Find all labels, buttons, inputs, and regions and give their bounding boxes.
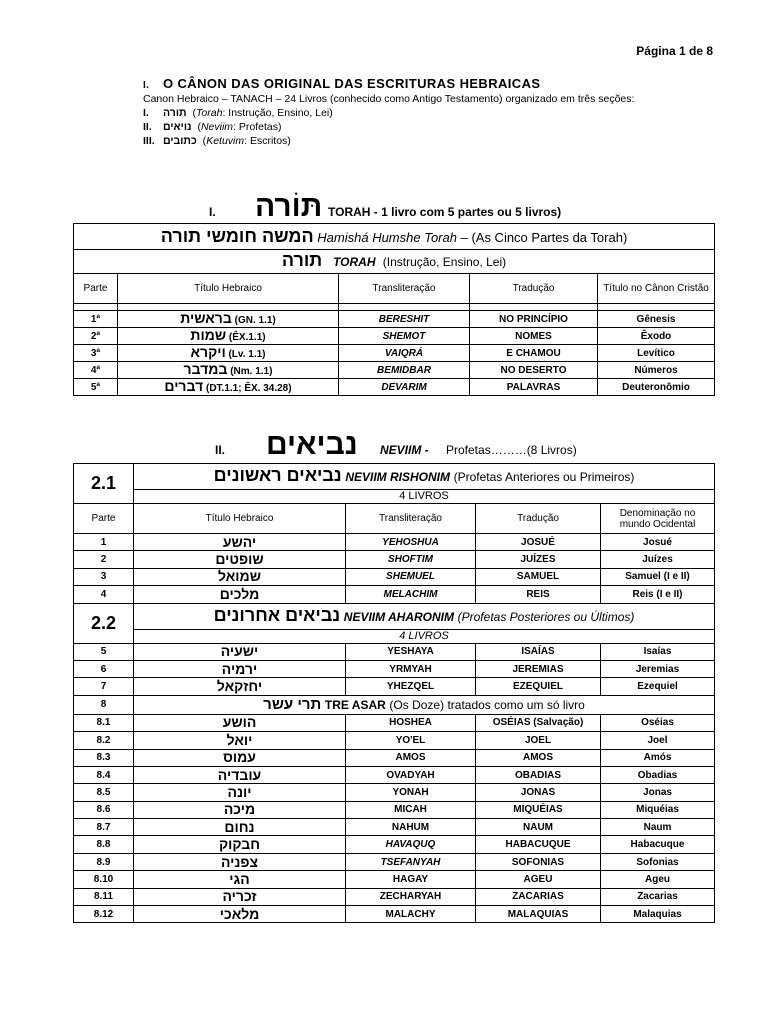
western-name-cell: Amós [601, 749, 715, 766]
part-cell: 8 [74, 695, 134, 714]
table-row [74, 784, 715, 801]
torah-heading [0, 192, 768, 226]
neviim-heading-hebrew: נביאים [266, 428, 358, 461]
part-cell: 1 [74, 534, 134, 551]
neviim-table [73, 463, 715, 923]
hebrew-title-cell: עמוס [134, 749, 346, 766]
intro-title [143, 76, 703, 91]
torah-table [73, 223, 715, 396]
canon-title-cell: Números [598, 362, 715, 379]
part-cell: 8.8 [74, 836, 134, 853]
section-2-2-title-translation: (Profetas Posteriores ou Últimos) [457, 609, 635, 624]
section-2-1-number: 2.1 [74, 464, 134, 504]
transliteration-cell: BEMIDBAR [339, 362, 470, 379]
translation-cell: JOEL [476, 732, 601, 749]
part-cell: 8.4 [74, 766, 134, 783]
hebrew-title: בראשית [180, 310, 232, 326]
intro-item-numeral: III. [143, 135, 155, 147]
table-row [74, 534, 715, 551]
hebrew-title-cell: הושע [134, 714, 346, 731]
part-cell: 2ª [74, 328, 118, 345]
intro-section-item: III. כתובים (Ketuvim: Escritos) [143, 135, 291, 147]
neviim-column-headers [74, 504, 715, 534]
hebrew-title-cell: הגי [134, 871, 346, 888]
tre-asar-os-doze: (Os Doze [389, 697, 441, 712]
table-row [74, 586, 715, 603]
part-cell: 3 [74, 568, 134, 585]
torah-title-hebrew: המשה חומשי תורה [160, 225, 314, 246]
column-header: Parte [74, 504, 134, 534]
intro-section-item: II. נויאים (Neviim: Profetas) [143, 121, 282, 133]
part-cell: 8.2 [74, 732, 134, 749]
torah-subtitle-hebrew: תורה [281, 250, 323, 270]
column-header: Título Hebraico [134, 504, 346, 534]
western-name-cell: Reis (I e II) [601, 586, 715, 603]
hebrew-title: דברים [164, 378, 204, 394]
table-row [74, 379, 715, 396]
part-cell: 5 [74, 643, 134, 660]
western-name-cell: Samuel (I e II) [601, 568, 715, 585]
table-row [74, 643, 715, 660]
column-header: Título no Cânon Cristão [598, 274, 715, 304]
western-name-cell: Jonas [601, 784, 715, 801]
neviim-heading-text: Profetas………(8 Livros) [446, 443, 577, 457]
translation-cell: EZEQUIEL [476, 678, 601, 695]
section-2-2-title-translit: NEVIIM AHARONIM [343, 609, 455, 624]
canon-title-cell: Êxodo [598, 328, 715, 345]
torah-title-translit: Hamishá Humshe Torah [317, 229, 457, 245]
section-2-2-title-hebrew: נביאים אחרונים [213, 604, 341, 625]
section-2-2-title [134, 603, 715, 629]
transliteration-cell: HAVAQUQ [346, 836, 476, 853]
torah-heading-number: I. [209, 205, 216, 219]
hebrew-title-cell: מיכה [134, 801, 346, 818]
torah-title-row [74, 224, 715, 250]
torah-subtitle-translation: (Instrução, Ensino, Lei) [382, 255, 507, 269]
intro-item-numeral: I. [143, 107, 149, 119]
torah-title-translation: – (As Cinco Partes da Torah) [456, 229, 628, 245]
table-row [74, 871, 715, 888]
hebrew-title-cell: שופטים [134, 551, 346, 568]
section-2-1-count-row [74, 490, 715, 504]
translation-cell: MIQUÉIAS [476, 801, 601, 818]
part-cell: 8.7 [74, 819, 134, 836]
table-row [74, 749, 715, 766]
hebrew-title: במדבר [183, 361, 228, 377]
transliteration-cell: DEVARIM [339, 379, 470, 396]
hebrew-title-cell [118, 345, 339, 362]
translation-cell: SAMUEL [476, 568, 601, 585]
torah-column-headers [74, 274, 715, 304]
intro-item-term: Torah [195, 107, 223, 119]
transliteration-cell: TSEFANYAH [346, 853, 476, 870]
intro-title-text: O CÂNON DAS ORIGINAL DAS ESCRITURAS HEBRAICAS [163, 76, 541, 91]
transliteration-cell: YEHOSHUA [346, 534, 476, 551]
intro-item-term: Neviim [200, 121, 234, 133]
hebrew-title-cell: יונה [134, 784, 346, 801]
table-row [74, 362, 715, 379]
translation-cell: JEREMIAS [476, 660, 601, 677]
western-name-cell: Ageu [601, 871, 715, 888]
canon-title-cell: Levítico [598, 345, 715, 362]
part-cell: 8.6 [74, 801, 134, 818]
part-cell: 6 [74, 660, 134, 677]
tre-asar-title [134, 695, 715, 714]
table-row [74, 888, 715, 905]
hebrew-title-cell [118, 311, 339, 328]
part-cell: 7 [74, 678, 134, 695]
table-row [74, 732, 715, 749]
hebrew-title-cell: ישעיה [134, 643, 346, 660]
neviim-rows [74, 464, 715, 923]
transliteration-cell: AMOS [346, 749, 476, 766]
hebrew-title: שמות [190, 327, 227, 343]
transliteration-cell: HAGAY [346, 871, 476, 888]
hebrew-title-cell: יחזקאל [134, 678, 346, 695]
hebrew-title-cell: מלכים [134, 586, 346, 603]
intro-item-description: : Profetas) [233, 121, 282, 133]
translation-cell: ZACARIAS [476, 888, 601, 905]
part-cell: 2 [74, 551, 134, 568]
hebrew-title-cell: שמואל [134, 568, 346, 585]
intro-item-term: Ketuvim [206, 135, 245, 147]
hebrew-title-cell: יהשע [134, 534, 346, 551]
part-cell: 8.11 [74, 888, 134, 905]
part-cell: 3ª [74, 345, 118, 362]
transliteration-cell: MICAH [346, 801, 476, 818]
western-name-cell: Joel [601, 732, 715, 749]
tre-asar-row [74, 695, 715, 714]
section-2-1-title [134, 464, 715, 490]
torah-rows [74, 311, 715, 396]
verse-reference: (GN. 1.1) [234, 314, 276, 326]
transliteration-cell: SHEMOT [339, 328, 470, 345]
torah-subtitle-row [74, 250, 715, 274]
western-name-cell: Ezequiel [601, 678, 715, 695]
section-2-1-title-translit: NEVIIM RISHONIM [345, 470, 450, 484]
verse-reference: (DT.1.1; ÊX. 34.28) [205, 382, 292, 394]
section-2-2-header-row [74, 603, 715, 629]
transliteration-cell: YO'EL [346, 732, 476, 749]
intro-item-hebrew: כתובים [163, 135, 197, 147]
part-cell: 8.1 [74, 714, 134, 731]
hebrew-title-cell: זכריה [134, 888, 346, 905]
translation-cell: SOFONIAS [476, 853, 601, 870]
part-cell: 5ª [74, 379, 118, 396]
table-row [74, 568, 715, 585]
transliteration-cell: MALACHY [346, 906, 476, 923]
transliteration-cell: MELACHIM [346, 586, 476, 603]
intro-item-description: : Escritos) [244, 135, 291, 147]
page-number: Página 1 de 8 [636, 44, 713, 58]
translation-cell: AMOS [476, 749, 601, 766]
verse-reference: (Nm. 1.1) [230, 365, 273, 377]
table-row [74, 906, 715, 923]
hebrew-title-cell [118, 379, 339, 396]
table-row [74, 678, 715, 695]
verse-reference: (Lv. 1.1) [228, 348, 266, 360]
western-name-cell: Jeremias [601, 660, 715, 677]
tre-asar-translit: TRE ASAR [324, 697, 386, 712]
table-row [74, 311, 715, 328]
western-name-cell: Malaquias [601, 906, 715, 923]
canon-title-cell: Deuteronômio [598, 379, 715, 396]
western-name-cell: Zacarias [601, 888, 715, 905]
translation-cell: OSÉIAS (Salvação) [476, 714, 601, 731]
neviim-heading-term: NEVIIM - [380, 443, 429, 457]
western-name-cell: Obadias [601, 766, 715, 783]
canon-title-cell: Gênesis [598, 311, 715, 328]
hebrew-title: ויקרא [190, 344, 226, 360]
transliteration-cell: SHOFTIM [346, 551, 476, 568]
hebrew-title-cell: עובדיה [134, 766, 346, 783]
translation-cell: NO PRINCÍPIO [470, 311, 598, 328]
western-name-cell: Miquéias [601, 801, 715, 818]
western-name-cell: Naum [601, 819, 715, 836]
translation-cell: JUÍZES [476, 551, 601, 568]
western-name-cell: Oséias [601, 714, 715, 731]
column-header: Denominação no mundo Ocidental [601, 504, 715, 534]
torah-heading-text: TORAH - 1 livro com 5 partes ou 5 livros) [328, 205, 562, 219]
section-2-2-book-count: 4 LIVROS [134, 629, 715, 643]
part-cell: 8.5 [74, 784, 134, 801]
hebrew-title-cell: מלאכי [134, 906, 346, 923]
table-row [74, 801, 715, 818]
hebrew-title-cell: חבקוק [134, 836, 346, 853]
section-2-2-number: 2.2 [74, 603, 134, 643]
transliteration-cell: BERESHIT [339, 311, 470, 328]
translation-cell: HABACUQUE [476, 836, 601, 853]
intro-item-hebrew: נויאים [163, 121, 192, 133]
table-row [74, 766, 715, 783]
column-header: Título Hebraico [118, 274, 339, 304]
intro-description: Canon Hebraico – TANACH – 24 Livros (conhecido como Antigo Testamento) organizado em três seções: [143, 93, 635, 105]
section-2-1-book-count: 4 LIVROS [134, 490, 715, 504]
torah-subtitle-translit: TORAH [333, 255, 376, 269]
hebrew-title-cell [118, 362, 339, 379]
transliteration-cell: YESHAYA [346, 643, 476, 660]
neviim-heading-number: II. [215, 443, 226, 457]
hebrew-title-cell: ירמיה [134, 660, 346, 677]
section-2-1-title-hebrew: נביאים ראשונים [213, 465, 342, 485]
hebrew-title-cell: צפניה [134, 853, 346, 870]
transliteration-cell: SHEMUEL [346, 568, 476, 585]
table-row [74, 551, 715, 568]
neviim-heading [0, 430, 768, 464]
western-name-cell: Sofonias [601, 853, 715, 870]
translation-cell: ISAÍAS [476, 643, 601, 660]
intro-section-item: I. תורה (Torah: Instrução, Ensino, Lei) [143, 107, 333, 119]
transliteration-cell: HOSHEA [346, 714, 476, 731]
column-header: Transliteração [346, 504, 476, 534]
part-cell: 1ª [74, 311, 118, 328]
part-cell: 8.3 [74, 749, 134, 766]
section-2-1-title-translation: (Profetas Anteriores ou Primeiros) [453, 470, 635, 484]
part-cell: 8.10 [74, 871, 134, 888]
transliteration-cell: ZECHARYAH [346, 888, 476, 905]
part-cell: 4 [74, 586, 134, 603]
intro-sections-list [143, 106, 703, 148]
column-header: Parte [74, 274, 118, 304]
hebrew-title-cell: נחום [134, 819, 346, 836]
translation-cell: NAUM [476, 819, 601, 836]
translation-cell: OBADIAS [476, 766, 601, 783]
western-name-cell: Juízes [601, 551, 715, 568]
hebrew-title-cell [118, 328, 339, 345]
table-row [74, 714, 715, 731]
transliteration-cell: VAIQRÁ [339, 345, 470, 362]
column-header: Tradução [476, 504, 601, 534]
section-2-2-count-row [74, 629, 715, 643]
translation-cell: MALAQUIAS [476, 906, 601, 923]
translation-cell: REIS [476, 586, 601, 603]
transliteration-cell: YHEZQEL [346, 678, 476, 695]
translation-cell: E CHAMOU [470, 345, 598, 362]
translation-cell: JOSUÉ [476, 534, 601, 551]
translation-cell: AGEU [476, 871, 601, 888]
table-row [74, 836, 715, 853]
intro-section [143, 76, 703, 148]
table-row [74, 660, 715, 677]
translation-cell: NO DESERTO [470, 362, 598, 379]
intro-item-description: : Instrução, Ensino, Lei) [222, 107, 333, 119]
transliteration-cell: OVADYAH [346, 766, 476, 783]
verse-reference: (ÊX.1.1) [228, 331, 266, 343]
table-row [74, 328, 715, 345]
tre-asar-hebrew: תרי עשר [263, 695, 322, 713]
intro-title-number: I. [143, 80, 150, 91]
transliteration-cell: YRMYAH [346, 660, 476, 677]
table-row [74, 819, 715, 836]
table-row [74, 345, 715, 362]
table-row [74, 853, 715, 870]
transliteration-cell: NAHUM [346, 819, 476, 836]
column-header: Tradução [470, 274, 598, 304]
tre-asar-description: ) tratados como um só livro [440, 697, 585, 712]
western-name-cell: Habacuque [601, 836, 715, 853]
hebrew-title-cell: יואל [134, 732, 346, 749]
intro-item-hebrew: תורה [163, 107, 187, 119]
translation-cell: PALAVRAS [470, 379, 598, 396]
part-cell: 8.12 [74, 906, 134, 923]
column-header: Transliteração [339, 274, 470, 304]
section-2-1-header-row [74, 464, 715, 490]
translation-cell: NOMES [470, 328, 598, 345]
western-name-cell: Isaías [601, 643, 715, 660]
torah-heading-hebrew: תּוֹרה [255, 190, 323, 223]
transliteration-cell: YONAH [346, 784, 476, 801]
intro-item-numeral: II. [143, 121, 152, 133]
translation-cell: JONAS [476, 784, 601, 801]
western-name-cell: Josué [601, 534, 715, 551]
part-cell: 4ª [74, 362, 118, 379]
part-cell: 8.9 [74, 853, 134, 870]
